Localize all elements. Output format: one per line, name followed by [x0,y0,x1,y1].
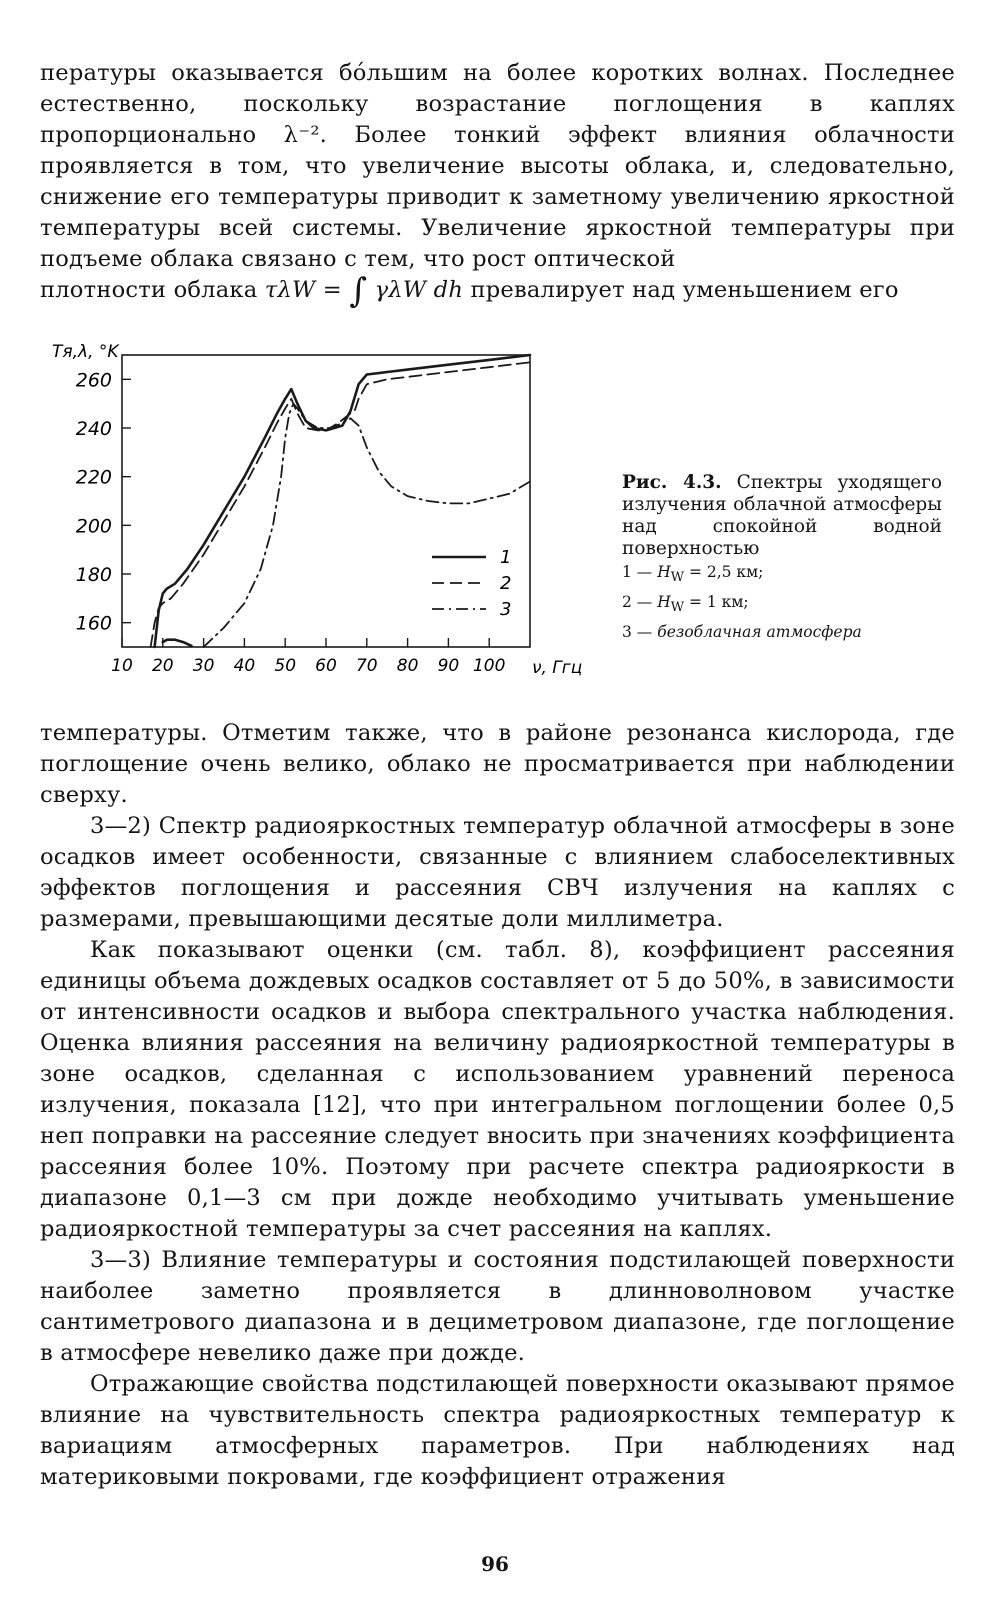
legend-number: 3 [622,623,632,642]
x-tick-label: 40 [233,656,256,676]
legend-label: — H [631,563,671,581]
formula-lhs: τλW = [264,277,350,303]
paragraph: температуры. Отметим также, что в районе резонанса кислорода, где поглощение очень велико, облако не просматривается при наблюдении сверху. [40,720,955,808]
x-axis-label: ν, Ггц [532,658,583,678]
text-block-bottom [40,718,955,1493]
x-tick-label: 70 [355,656,378,676]
plot-frame [122,355,530,647]
spectrum-chart [40,335,600,695]
paragraph: Отражающие свойства подстилающей поверхности оказывают прямое влияние на чувствительность спектра радиояркостных температур к вариациям атмосферных параметров. При наблюдениях над материковыми покровами, где коэффициент отражения [40,1371,955,1490]
x-tick-label: 90 [437,656,460,676]
y-tick-label: 160 [75,612,112,635]
figure-4-3 [40,335,600,695]
caption-title: Рис. 4.3. [622,472,722,493]
paragraph: 3—2) Спектр радиояркостных температур облачной атмосферы в зоне осадков имеет особенности, связанные с влиянием слабоселективных эффектов поглощения и рассеяния СВЧ излучения на каплях с размерами, превышающими десятые доли миллиметра. [40,813,955,932]
formula-rhs: γλW dh [367,277,464,303]
x-tick-label: 60 [315,656,337,676]
series-line-extra [163,640,192,646]
legend-entry: 2 [500,573,512,594]
legend-entry: 3 [500,599,512,620]
legend-value: = 1 км; [684,593,749,612]
caption-legend-item [622,560,942,590]
caption-text [622,472,942,560]
text-block-top [40,58,955,311]
series-line-2 [151,362,530,647]
integral-symbol: ∫ [349,271,368,311]
x-tick-label: 50 [274,656,297,676]
legend-value: = 2,5 км; [684,563,764,581]
y-tick-label: 240 [75,418,112,440]
y-tick-label: 200 [75,515,112,538]
x-tick-label: 80 [396,656,419,676]
chart-legend [432,547,511,620]
legend-number: 2 [622,593,632,612]
paragraph: 3—3) Влияние температуры и состояния подстилающей поверхности наиболее заметно проявляется в длинноволновом участке сантиметрового диапазона и в дециметровом диапазоне, где поглощение в атмосфере невелико даже при дожде. [40,1247,955,1366]
paragraph: пературы оказывается бо́льшим на более коротких волнах. Последнее естественно, поскольку возрастание поглощения в каплях пропорционально λ⁻². Более тонкий эффект влияния облачности проявляется в том, что увеличение высоты облака, и, следовательно, снижение его температуры приводит к заметному увеличению яркостной температуры всей системы. Увеличение яркостной температуры при подъеме облака связано с тем, что рост оптической [40,60,955,272]
y-axis-label: Tя,λ, °K [52,342,119,362]
x-tick-label: 20 [151,656,174,676]
caption-legend [622,560,942,645]
formula-text-before: плотности облака [40,277,265,303]
page-number: 96 [481,1552,509,1576]
chart-axes [122,355,530,647]
y-tick-label: 260 [75,369,112,392]
legend-entry: 1 [500,547,512,568]
caption-description: Спектры уходящего излучения облачной атмосферы над спокойной водной поверхностью [622,472,943,559]
formula-paragraph [40,271,955,311]
formula-text-after: превалирует над уменьшением его [463,277,899,303]
series-line-1 [155,355,530,647]
paragraph: Как показывают оценки (см. табл. 8), коэффициент рассеяния единицы объема дождевых осадков составляет от 5 до 50%, в зависимости от интенсивности осадков и выбора спектрального участка наблюдения. Оценка влияния рассеяния на величину радиояркостной температуры в зоне осадков, сделанная с использованием уравнений переноса излучения, показала [12], что при интегральном поглощении более 0,5 неп поправки на рассеяние следует вносить при значениях коэффициента рассеяния более 10%. Поэтому при расчете спектра радиояркости в диапазоне 0,1—3 см при дожде необходимо учитывать уменьшение радиояркостной температуры за счет рассеяния на каплях. [40,937,955,1242]
legend-subscript: W [670,570,685,586]
x-tick-label: 30 [192,656,215,676]
chart-series [151,355,530,647]
legend-label: — безоблачная атмосфера [631,623,862,642]
legend-label: — H [631,593,671,612]
legend-number: 1 [622,563,632,581]
series-line-3 [204,404,530,647]
legend-subscript: W [670,600,685,616]
caption-legend-item [622,620,942,645]
caption-legend-item [622,590,942,620]
y-tick-label: 180 [75,564,112,586]
x-tick-label: 100 [472,656,506,676]
x-tick-label: 10 [111,656,133,676]
y-tick-label: 220 [75,466,112,489]
figure-caption [622,472,942,645]
chart-ticks [76,369,506,676]
